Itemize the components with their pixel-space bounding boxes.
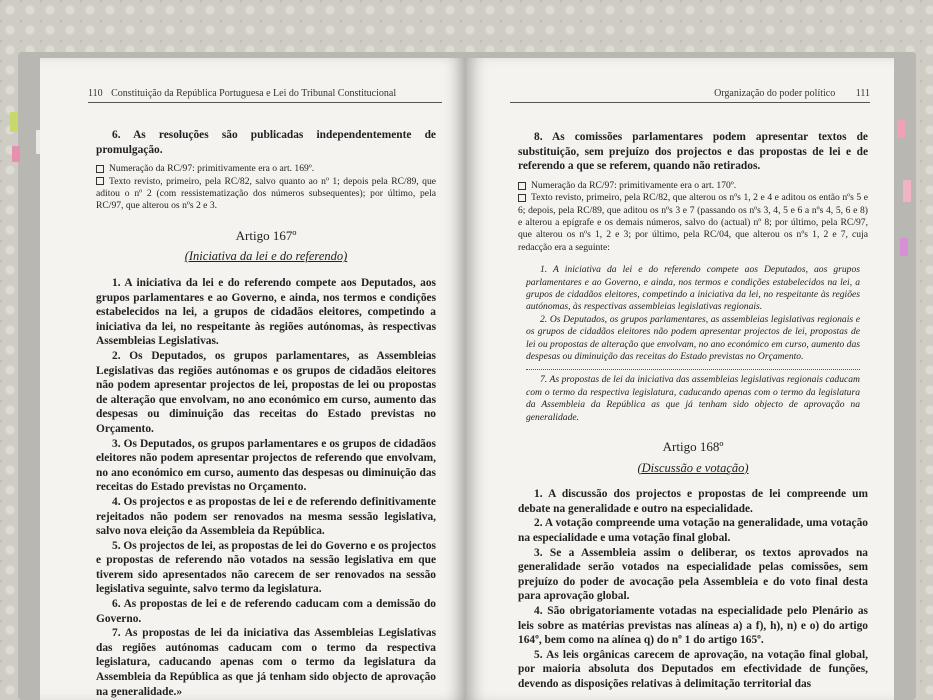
paragraph: 5. As leis orgânicas carecem de aprovação, na votação final global, por maioria absoluta dos Deputados em efectividade de funções, devendo as disposições relativas à delimitação territorial das — [518, 648, 868, 690]
checkbox-bullet-icon — [518, 194, 526, 202]
quoted-former-text — [526, 264, 860, 424]
paragraph: 6. As propostas de lei e de referendo caducam com a demissão do Governo. — [96, 598, 436, 625]
right-page — [466, 58, 894, 700]
left-page — [40, 58, 466, 700]
note-item: Texto revisto, primeiro, pela RC/82, que alterou os nºs 1, 2 e 4 e aditou os então nºs 5 e 6; depois, pela RC/89, que aditou os nºs 3 e 7 (passando os nºs 3, 4, 5 e 6 a nºs 4, 5, 6 e 8) e alterou a epígrafe e os demais números, salvo do (actual) nº 8; por último, pela RC/97, que alterou os nºs 1, 2 e 3; por último, pela RC/04, que alterou os nºs 1, 2 e 7, cuja redacção era a seguinte: — [518, 192, 868, 253]
paragraph: 2. Os Deputados, os grupos parlamentares, as Assembleias Legislativas das regiões autónomas e os grupos de cidadãos eleitores não podem apresentar projectos de lei, propostas de lei ou propostas de alteração que envolvam, no ano económico em curso, aumento das despesas ou diminuição das receitas do Estado previstas no Orçamento. — [96, 349, 436, 435]
page-number: 110 — [88, 88, 103, 99]
paragraph: 1. A discussão dos projectos e propostas de lei compreende um debate na generalidade e outro na especialidade. — [518, 488, 868, 515]
paragraph: 4. São obrigatoriamente votadas na especialidade pelo Plenário as leis sobre as matérias previstas nas alíneas a) a f), h), n) e o) do artigo 164º, bem como na alínea q) do nº 1 do artigo 165º. — [518, 605, 868, 647]
editorial-notes — [96, 163, 436, 213]
paragraph: 7. As propostas de lei da iniciativa das Assembleias Legislativas das regiões autónomas caducam com o termo da respectiva legislatura, caducando apenas com o termo da legislatura da Assembleia da República as que já tenham sido objecto de aprovação na generalidade.» — [96, 627, 436, 698]
paragraph: 3. Se a Assembleia assim o deliberar, os textos aprovados na generalidade serão votados na especialidade pelas comissões, sem prejuízo do poder de avocação pela Assembleia e do voto final desta para aprovação global. — [518, 546, 868, 603]
left-page-content — [96, 128, 436, 699]
paragraph: 5. Os projectos de lei, as propostas de lei do Governo e os projectos e propostas de referendo não votados na sessão legislativa em que tiverem sido apresentados não carecem de ser renovados na sessão legislativa seguinte, salvo termo da legislatura. — [96, 539, 436, 596]
page-number: 111 — [855, 88, 870, 99]
sticky-tab — [900, 238, 908, 256]
checkbox-bullet-icon — [518, 182, 526, 190]
paragraph: 8. As comissões parlamentares podem apresentar textos de substituição, sem prejuízo dos projectos e das propostas de lei e de referendo a que se referem, quando não retirados. — [518, 131, 868, 173]
sticky-tab — [12, 146, 20, 162]
paragraph: 6. As resoluções são publicadas independentemente de promulgação. — [96, 129, 436, 156]
quote-paragraph: 7. As propostas de lei da iniciativa das assembleias legislativas regionais caducam com o termo da respectiva legislatura, caducando apenas com o termo da legislatura da Assembleia da República as que já tenham sido objecto de aprovação na generalidade. — [526, 374, 860, 423]
note-item: Numeração da RC/97: primitivamente era o art. 169º. — [96, 163, 436, 175]
paragraph: 3. Os Deputados, os grupos parlamentares e os grupos de cidadãos eleitores não podem apresentar projectos de referendo que envolvam, no ano económico em curso, aumento das despesas ou diminuição das receitas do Estado previstas no Orçamento. — [96, 437, 436, 494]
running-head: Constituição da República Portuguesa e Lei do Tribunal Constitucional — [111, 88, 397, 99]
article-title: Artigo 167º — [235, 227, 297, 243]
left-running-header — [88, 88, 442, 103]
paragraph: 2. A votação compreende uma votação na generalidade, uma votação na especialidade e uma votação final global. — [518, 517, 868, 545]
article-title: Artigo 168º — [662, 439, 724, 455]
right-page-content — [518, 130, 868, 692]
quote-paragraph: 2. Os Deputados, os grupos parlamentares, as assembleias legislativas regionais e os grupos de cidadãos eleitores não podem apresentar projectos de lei, propostas de lei ou propostas de alteração que envolvam, no ano económico em curso, aumento das despesas ou diminuição das receitas do Estado previstas no Orçamento. — [526, 313, 860, 363]
editorial-notes — [518, 180, 868, 254]
note-item: Texto revisto, primeiro, pela RC/82, salvo quanto ao nº 1; depois pela RC/89, que aditou o nº 2 (com ressistematização dos números subsequentes); por último, pela RC/97, que alterou os nºs 2 e 3. — [96, 175, 436, 212]
right-running-header — [510, 88, 870, 103]
note-item: Numeração da RC/97: primitivamente era o art. 170º. — [518, 180, 868, 192]
ellipsis-divider — [526, 369, 860, 370]
running-head: Organização do poder político — [714, 88, 836, 99]
checkbox-bullet-icon — [96, 165, 104, 173]
paragraph: 4. Os projectos e as propostas de lei e de referendo definitivamente rejeitados não podem ser renovados na mesma sessão legislativa, salvo nova eleição da Assembleia da República. — [96, 495, 436, 538]
paragraph: 1. A iniciativa da lei e do referendo compete aos Deputados, aos grupos parlamentares e ao Governo, e ainda, nos termos e condições estabelecidos na lei, a grupos de cidadãos eleitores, competindo a iniciativa da lei, no respeitante às regiões autónomas, às respectivas Assembleias Legislativas. — [96, 277, 436, 348]
checkbox-bullet-icon — [96, 177, 104, 185]
quote-paragraph: 1. A iniciativa da lei e do referendo compete aos Deputados, aos grupos parlamentares e ao Governo, e ainda, nos termos e condições estabelecidos na lei, a grupos de cidadãos eleitores, competindo a iniciativa da lei, no respeitante às regiões autónomas, às respectivas assembleias legislativas regionais. — [526, 264, 860, 313]
sticky-tab — [10, 112, 18, 132]
article-subtitle: (Iniciativa da lei e do referendo) — [184, 249, 348, 264]
article-subtitle: (Discussão e votação) — [637, 460, 749, 475]
sticky-tab — [897, 120, 905, 138]
sticky-tab — [903, 180, 911, 202]
